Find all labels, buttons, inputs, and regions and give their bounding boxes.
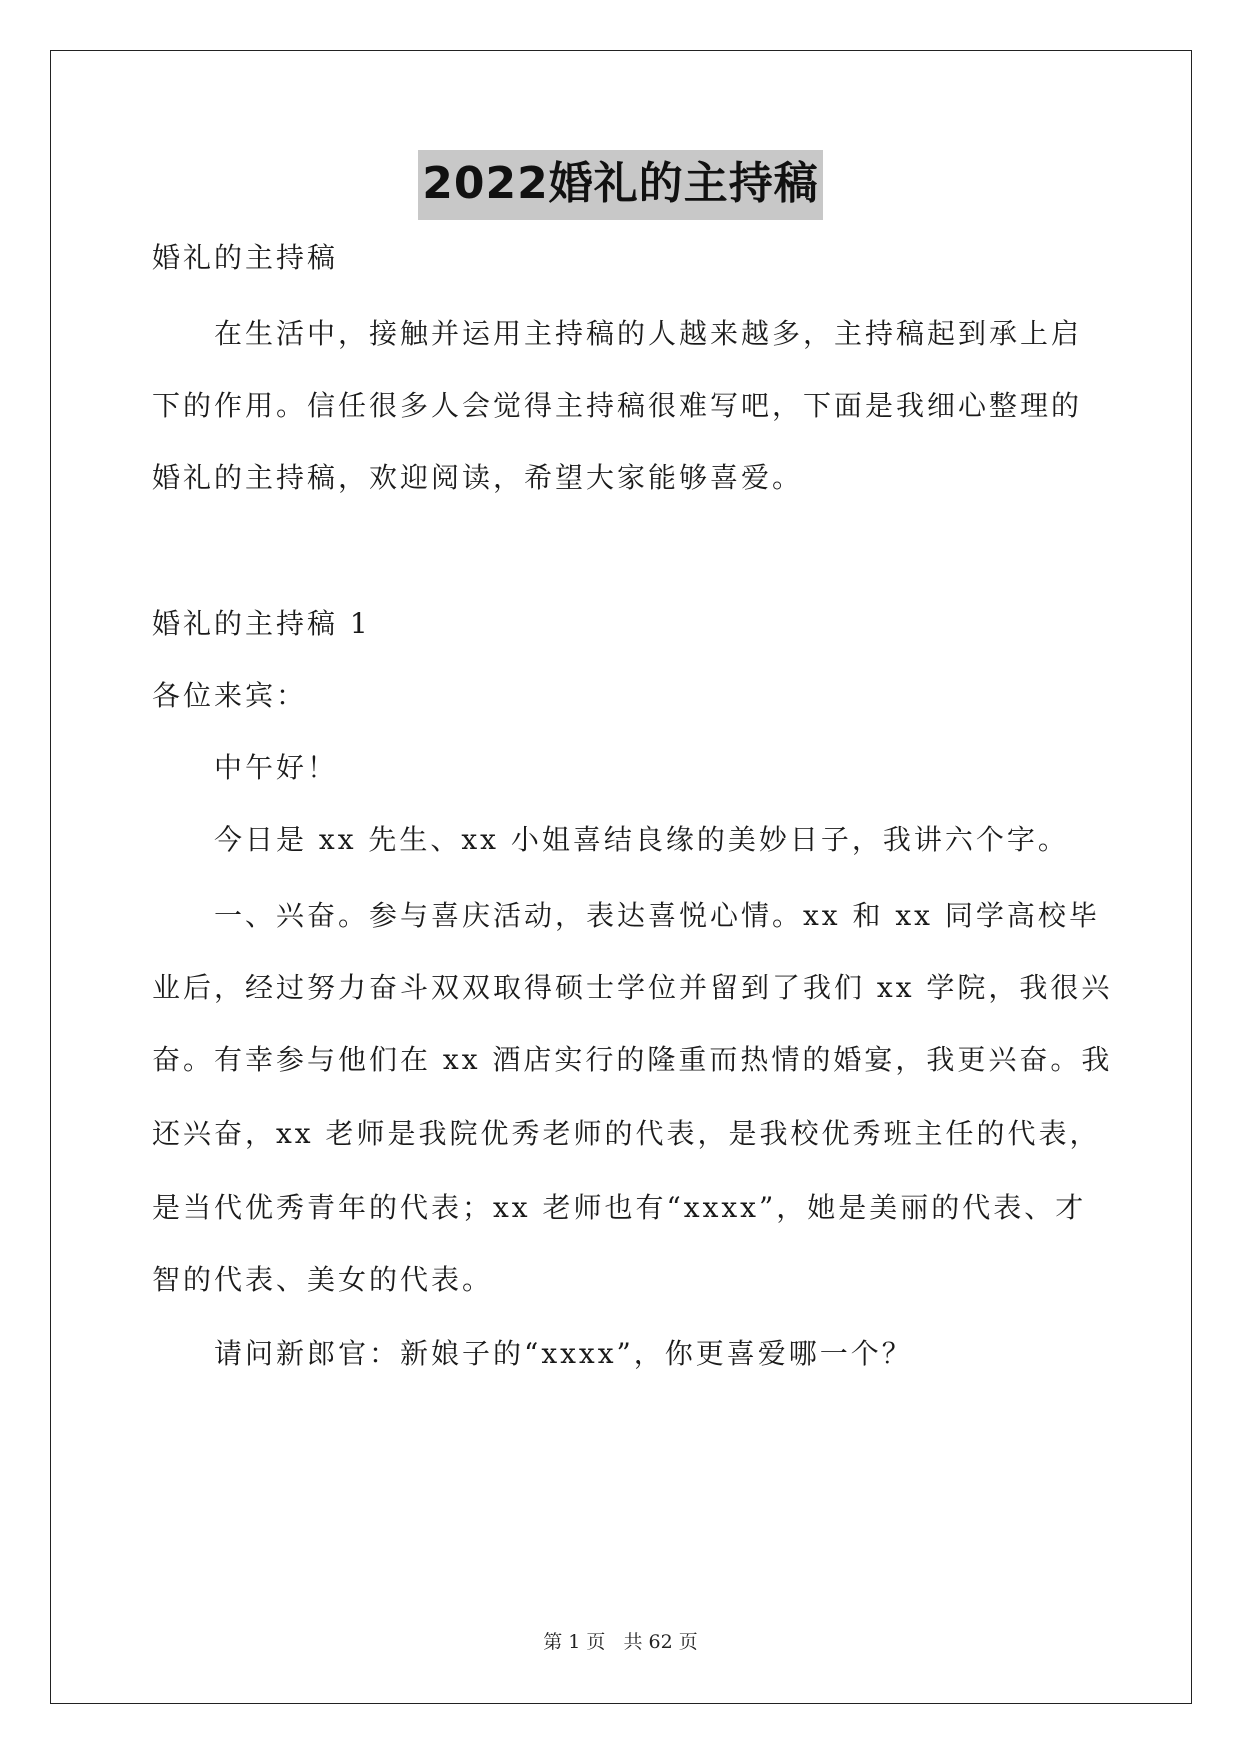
page-footer <box>0 1629 1241 1655</box>
paragraph-line: 智的代表、美女的代表。 <box>152 1263 494 1296</box>
section-heading: 婚礼的主持稿 <box>152 241 339 274</box>
paragraph-line: 今日是 xx 先生、xx 小姐喜结良缘的美妙日子，我讲六个字。 <box>214 823 1069 856</box>
paragraph-line: 是当代优秀青年的代表；xx 老师也有“xxxx”，她是美丽的代表、才 <box>152 1191 1087 1224</box>
paragraph-line: 下的作用。信任很多人会觉得主持稿很难写吧，下面是我细心整理的 <box>152 389 1083 422</box>
page-border <box>50 50 1192 1704</box>
paragraph-line: 在生活中，接触并运用主持稿的人越来越多，主持稿起到承上启 <box>214 317 1083 350</box>
document-title: 2022婚礼的主持稿 <box>418 150 822 220</box>
title-container <box>0 150 1241 220</box>
greeting: 中午好！ <box>214 751 339 784</box>
paragraph-line: 一、兴奋。参与喜庆活动，表达喜悦心情。xx 和 xx 同学高校毕 <box>214 899 1100 932</box>
salutation: 各位来宾： <box>152 679 308 712</box>
page-total: 共 62 页 <box>623 1631 698 1653</box>
paragraph-line: 请问新郎官：新娘子的“xxxx”，你更喜爱哪一个？ <box>214 1337 913 1370</box>
paragraph-line: 奋。有幸参与他们在 xx 酒店实行的隆重而热情的婚宴，我更兴奋。我 <box>152 1043 1113 1076</box>
paragraph-line: 业后，经过努力奋斗双双取得硕士学位并留到了我们 xx 学院，我很兴 <box>152 971 1113 1004</box>
section-heading: 婚礼的主持稿 1 <box>152 607 371 640</box>
paragraph-line: 婚礼的主持稿，欢迎阅读，希望大家能够喜爱。 <box>152 461 804 494</box>
page-number: 第 1 页 <box>543 1631 606 1653</box>
paragraph-line: 还兴奋，xx 老师是我院优秀老师的代表，是我校优秀班主任的代表， <box>152 1117 1101 1150</box>
